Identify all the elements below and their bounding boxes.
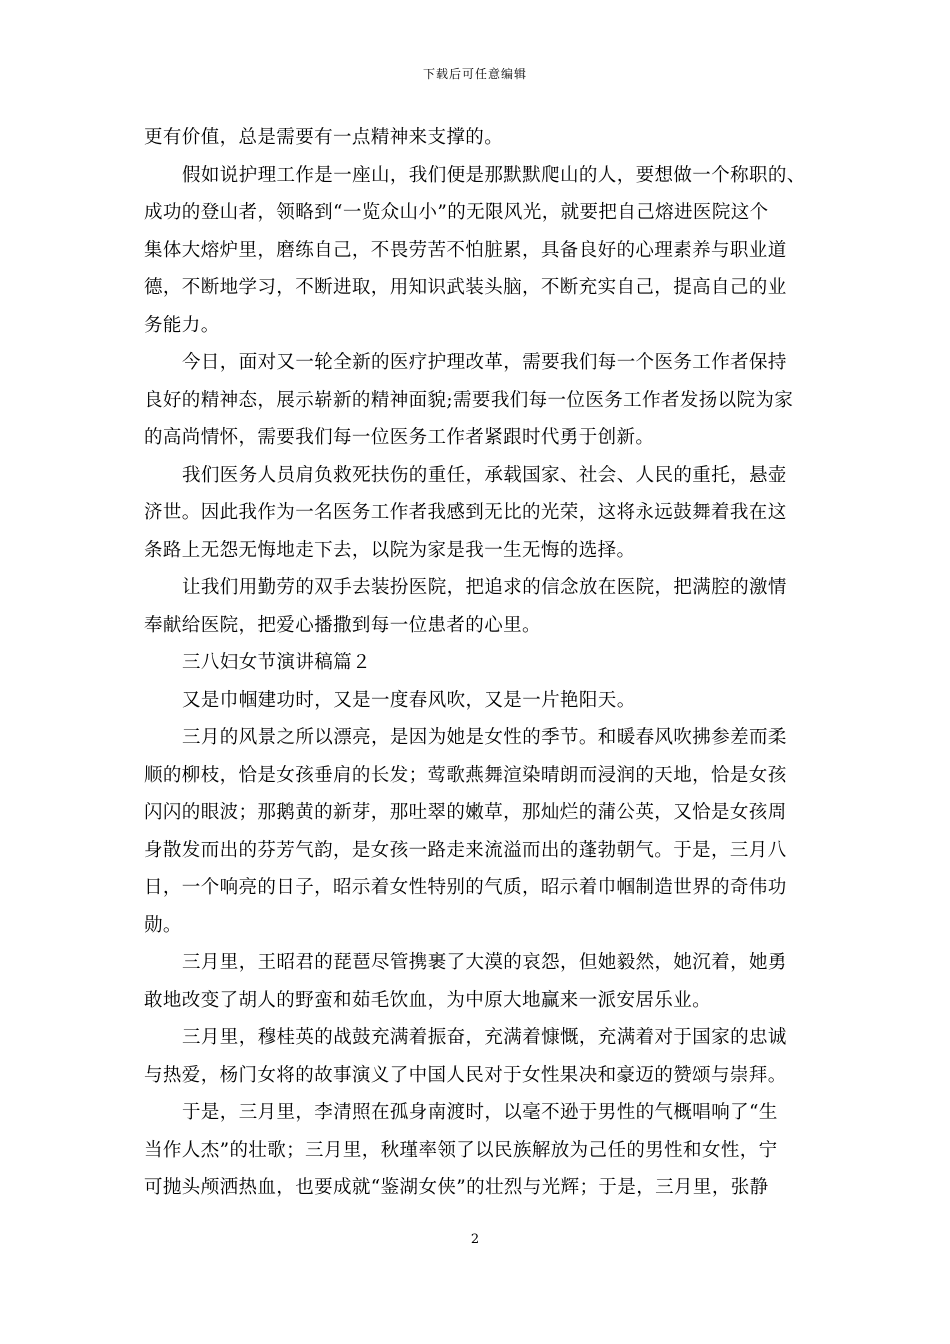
text-line: 顺的柳枝，恰是女孩垂肩的长发；莺歌燕舞渲染晴朗而浸润的天地，恰是女孩: [144, 764, 787, 786]
text-line: 日，一个响亮的日子，昭示着女性特别的气质，昭示着巾帼制造世界的奇伟功: [144, 877, 787, 898]
text-line: 身散发而出的芬芳气韵，是女孩一路走来流溢而出的蓬勃朝气。于是，三月八: [144, 839, 787, 861]
text-line: 可抛头颅洒热血，也要成就“鉴湖女侠”的壮烈与光辉；于是，三月里，张静: [144, 1177, 769, 1198]
text-line: 我们医务人员肩负救死扶伤的重任，承载国家、社会、人民的重托，悬壶: [182, 464, 787, 486]
text-line: 闪闪的眼波；那鹅黄的新芽，那吐翠的嫩草，那灿烂的蒲公英，又恰是女孩周: [144, 802, 787, 823]
text-line: 假如说护理工作是一座山，我们便是那默默爬山的人，要想做一个称职的、: [182, 164, 806, 186]
header-note: 下载后可任意编辑: [422, 67, 527, 81]
text-line: 勋。: [144, 914, 182, 936]
text-line: 奉献给医院，把爱心播撒到每一位患者的心里。: [144, 614, 541, 636]
text-line: 又是巾帼建功时，又是一度春风吹，又是一片艳阳天。: [182, 689, 636, 711]
text-line: 三月的风景之所以漂亮，是因为她是女性的季节。和暖春风吹拂参差而柔: [182, 727, 787, 748]
text-line: 济世。因此我作为一名医务工作者我感到无比的光荣，这将永远鼓舞着我在这: [144, 502, 787, 523]
text-line: 与热爱，杨门女将的故事演义了中国人民对于女性果决和豪迈的赞颂与崇拜。: [144, 1064, 787, 1086]
page-number: 2: [470, 1232, 480, 1247]
text-line: 条路上无怨无悔地走下去，以院为家是我一生无悔的选择。: [144, 539, 636, 561]
text-line: 集体大熔炉里，磨练自己，不畏劳苦不怕脏累，具备良好的心理素养与职业道: [144, 239, 787, 261]
text-line: 让我们用勤劳的双手去装扮医院，把追求的信念放在医院，把满腔的激情: [182, 577, 787, 598]
text-line: 敢地改变了胡人的野蛮和茹毛饮血，为中原大地赢来一派安居乐业。: [144, 989, 712, 1011]
text-line: 更有价值，总是需要有一点精神来支撑的。: [144, 127, 504, 148]
text-line: 当作人杰”的壮歌；三月里，秋瑾率领了以民族解放为己任的男性和女性，宁: [144, 1139, 778, 1161]
text-line: 务能力。: [144, 314, 220, 336]
text-line: 成功的登山者，领略到“一览众山小”的无限风光，就要把自己熔进医院这个: [144, 202, 769, 223]
document-body: [144, 119, 810, 1207]
text-line: 三月里，穆桂英的战鼓充满着振奋，充满着慷慨，充满着对于国家的忠诚: [182, 1027, 787, 1048]
text-line: 良好的精神态，展示崭新的精神面貌;需要我们每一位医务工作者发扬以院为家: [144, 389, 794, 411]
text-line: 的高尚情怀，需要我们每一位医务工作者紧跟时代勇于创新。: [144, 427, 655, 448]
text-line: 今日，面对又一轮全新的医疗护理改革，需要我们每一个医务工作者保持: [182, 352, 787, 373]
text-line: 德，不断地学习，不断进取，用知识武装头脑，不断充实自己，提高自己的业: [144, 277, 787, 298]
text-line: 三月里，王昭君的琵琶尽管携裹了大漠的哀怨，但她毅然，她沉着，她勇: [182, 952, 787, 973]
text-line: 于是，三月里，李清照在孤身南渡时，以毫不逊于男性的气概唱响了“生: [182, 1102, 778, 1123]
section-heading: 三八妇女节演讲稿篇２: [182, 652, 372, 673]
